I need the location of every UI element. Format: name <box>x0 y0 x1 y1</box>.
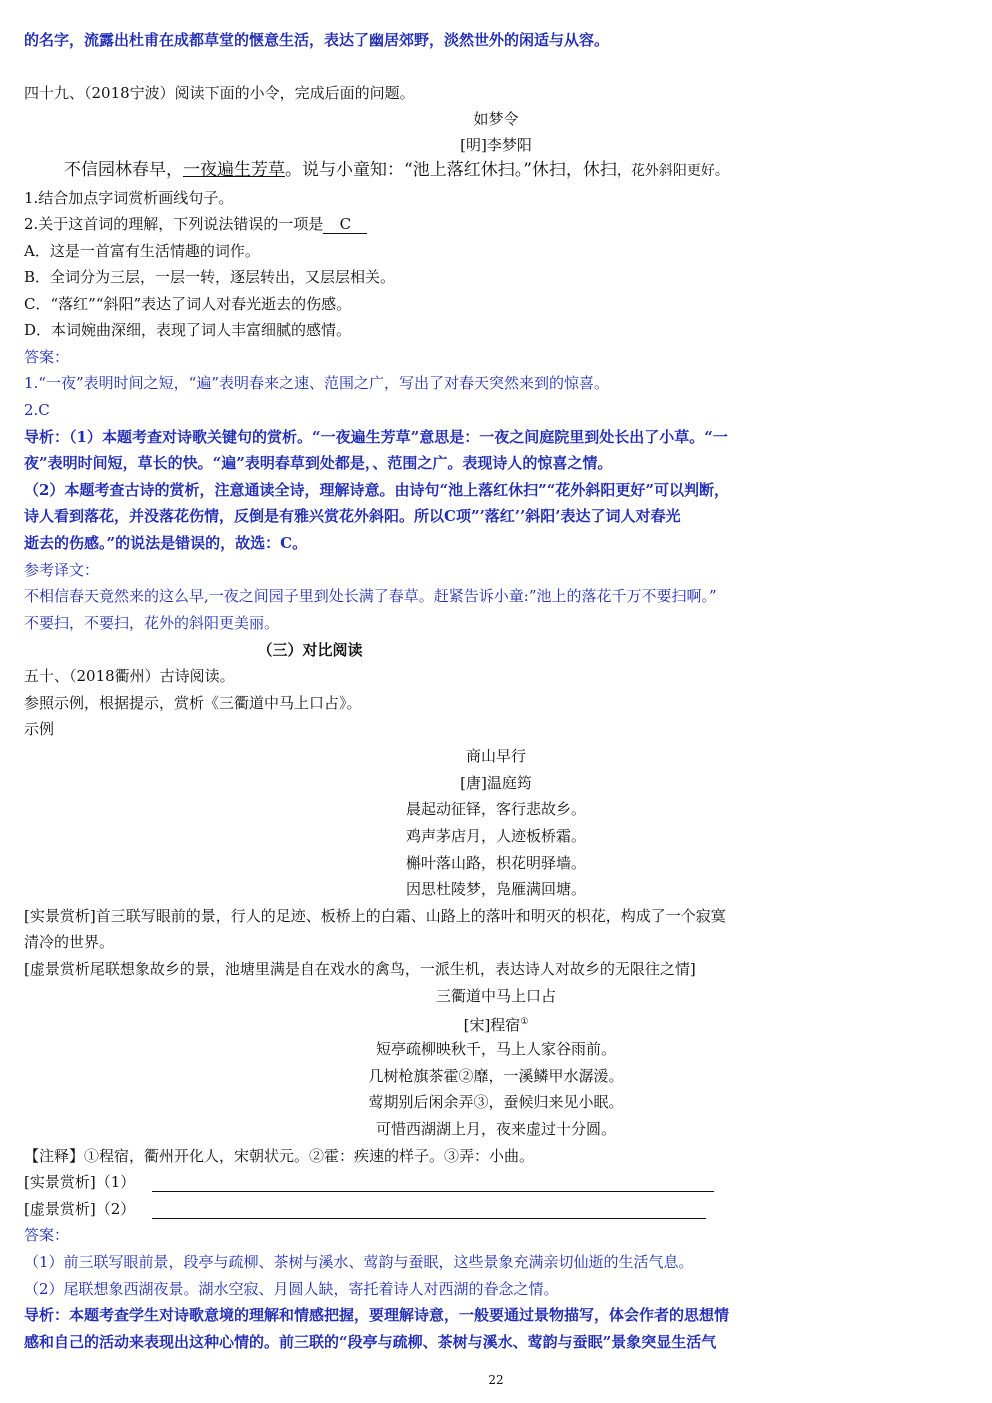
virtual-scene-analysis: [虚景赏析尾联想象故乡的景，池塘里满是自在戏水的禽鸟，一派生机，表达诗人对故乡的无限往之情] <box>24 960 696 978</box>
example-label: 示例 <box>24 720 55 738</box>
answer-label-49: 答案： <box>24 348 70 366</box>
answer-blank-1[interactable] <box>152 1191 714 1192</box>
question-49-heading: 四十九、（2018宁波）阅读下面的小令，完成后面的问题。 <box>24 84 415 102</box>
poem-text-middle: 。说与小童知：“池上落红休扫。”休扫，休扫 <box>285 160 617 180</box>
notes: 【注释】①程宿，衢州开化人，宋朝状元。②霍：疾速的样子。③弄：小曲。 <box>24 1147 535 1165</box>
blank-1-label: [实景赏析]（1） <box>24 1173 136 1191</box>
poem-50-line-4: 可惜西湖湖上月，夜来虚过十分圆。 <box>375 1120 616 1138</box>
example-poem-line-2: 鸡声茅店月，人迹板桥霜。 <box>405 827 586 845</box>
translation-label: 参考译文： <box>24 561 100 579</box>
analysis-50-line-2: 感和自己的活动来表现出这种心情的。前三联的“段亭与疏柳、茶树与溪水、莺韵与蚕眠”景象突显生活气 <box>24 1333 717 1351</box>
option-c: C．“落红”“斜阳”表达了词人对春光逝去的伤感。 <box>24 295 352 313</box>
analysis-50-line-1: 导析：本题考查学生对诗歌意境的理解和情感把握，要理解诗意，一般要通过景物描写，体会作者的思想情 <box>24 1306 730 1324</box>
question-49-2 <box>24 214 367 234</box>
answer-label-50: 答案： <box>24 1226 70 1244</box>
page-number: 22 <box>488 1373 504 1387</box>
analysis-49-line-4: 诗人看到落花，并没落花伤情，反倒是有雅兴赏花外斜阳。所以C项”’落红’’斜阳’表达了词人对春光 <box>24 507 681 525</box>
analysis-49-line-2: 夜”表明时间短，草长的快。“遍”表明春草到处都是，、范围之广。表现诗人的惊喜之情。 <box>24 454 613 472</box>
question-49-2-answer: C <box>323 216 367 234</box>
poem-50-author-footnote-mark: ① <box>520 1017 529 1027</box>
option-d: D．本词婉曲深细，表现了词人丰富细腻的感情。 <box>24 321 352 339</box>
analysis-49-line-5: 逝去的伤感。”的说法是错误的，故选：C。 <box>24 534 308 552</box>
analysis-49-line-3: （2）本题考查古诗的赏析，注意通读全诗，理解诗意。由诗句“池上落红休扫”“花外斜阳更好”可以判断， <box>24 481 729 499</box>
question-49-2-text: 2.关于这首词的理解，下列说法错误的一项是 <box>24 215 324 233</box>
example-poem-title: 商山早行 <box>465 747 526 765</box>
question-49-1: 1.结合加点字词赏析画线句子。 <box>24 189 234 207</box>
answer-50-line-1: （1）前三联写眼前景，段亭与疏柳、茶树与溪水、莺韵与蚕眠，这些景象充满亲切仙逝的生活气息。 <box>24 1253 694 1271</box>
poem-50-author-name: [宋]程宿 <box>463 1016 521 1034</box>
answer-blank-2[interactable] <box>152 1218 706 1219</box>
poem-50-title: 三衢道中马上口占 <box>435 987 556 1005</box>
question-50-heading: 五十、（2018衢州）古诗阅读。 <box>24 667 235 685</box>
poem-50-line-2: 几树枪旗茶霍②靡，一溪鳞甲水潺湲。 <box>368 1067 624 1085</box>
translation-line-2: 不要扫，不要扫，花外的斜阳更美丽。 <box>24 614 280 632</box>
blank-2-label: [虚景赏析]（2） <box>24 1200 136 1218</box>
example-poem-author: [唐]温庭筠 <box>460 774 532 792</box>
poem-underlined-line: 一夜遍生芳草 <box>183 160 285 180</box>
poem-text <box>64 160 729 181</box>
real-scene-analysis-line-2: 清冷的世界。 <box>24 933 115 951</box>
example-poem-line-1: 晨起动征铎，客行悲故乡。 <box>405 800 586 818</box>
poem-text-start: 不信园林春早， <box>64 160 183 180</box>
carryover-analysis-line: 的名字，流露出杜甫在成都草堂的惬意生活，表达了幽居郊野，淡然世外的闲适与从容。 <box>24 31 610 49</box>
translation-line-1: 不相信春天竟然来的这么早,一夜之间园子里到处长满了春草。赶紧告诉小童:”池上的落花千万不要扫啊。” <box>24 587 717 605</box>
poem-title: 如梦令 <box>473 110 519 128</box>
example-poem-line-3: 槲叶落山路，枳花明驿墙。 <box>405 854 586 872</box>
section-title: （三）对比阅读 <box>257 641 363 659</box>
poem-text-end: ，花外斜阳更好。 <box>616 163 729 179</box>
poem-50-author <box>0 1012 992 1035</box>
example-poem-line-4: 因思杜陵梦，凫雁满回塘。 <box>405 880 586 898</box>
analysis-49-line-1: 导析：（1）本题考查对诗歌关键句的赏析。“一夜遍生芳草”意思是：一夜之间庭院里到处长出了小草。“一 <box>24 428 728 446</box>
real-scene-analysis-line-1: [实景赏析]首三联写眼前的景，行人的足迹、板桥上的白霜、山路上的落叶和明灭的枳花，构成了一个寂寞 <box>24 907 726 925</box>
option-a: A．这是一首富有生活情趣的词作。 <box>24 242 260 260</box>
answer-49-line-1: 1.“一夜”表明时间之短，“遍”表明春来之速、范围之广，写出了对春天突然来到的惊喜。 <box>24 374 609 392</box>
option-b: B．全词分为三层，一层一转，逐层转出，又层层相关。 <box>24 268 396 286</box>
poem-50-line-3: 莺期别后闲余弄③，蚕候归来见小眠。 <box>368 1093 624 1111</box>
poem-50-line-1: 短亭疏柳映秋千，马上人家谷雨前。 <box>375 1040 616 1058</box>
answer-50-line-2: （2）尾联想象西湖夜景。湖水空寂、月圆人缺，寄托着诗人对西湖的眷念之情。 <box>24 1280 559 1298</box>
question-50-instruction: 参照示例，根据提示，赏析《三衢道中马上口占》。 <box>24 694 362 712</box>
answer-49-line-2: 2.C <box>24 401 50 419</box>
poem-author: [明]李梦阳 <box>460 136 532 154</box>
